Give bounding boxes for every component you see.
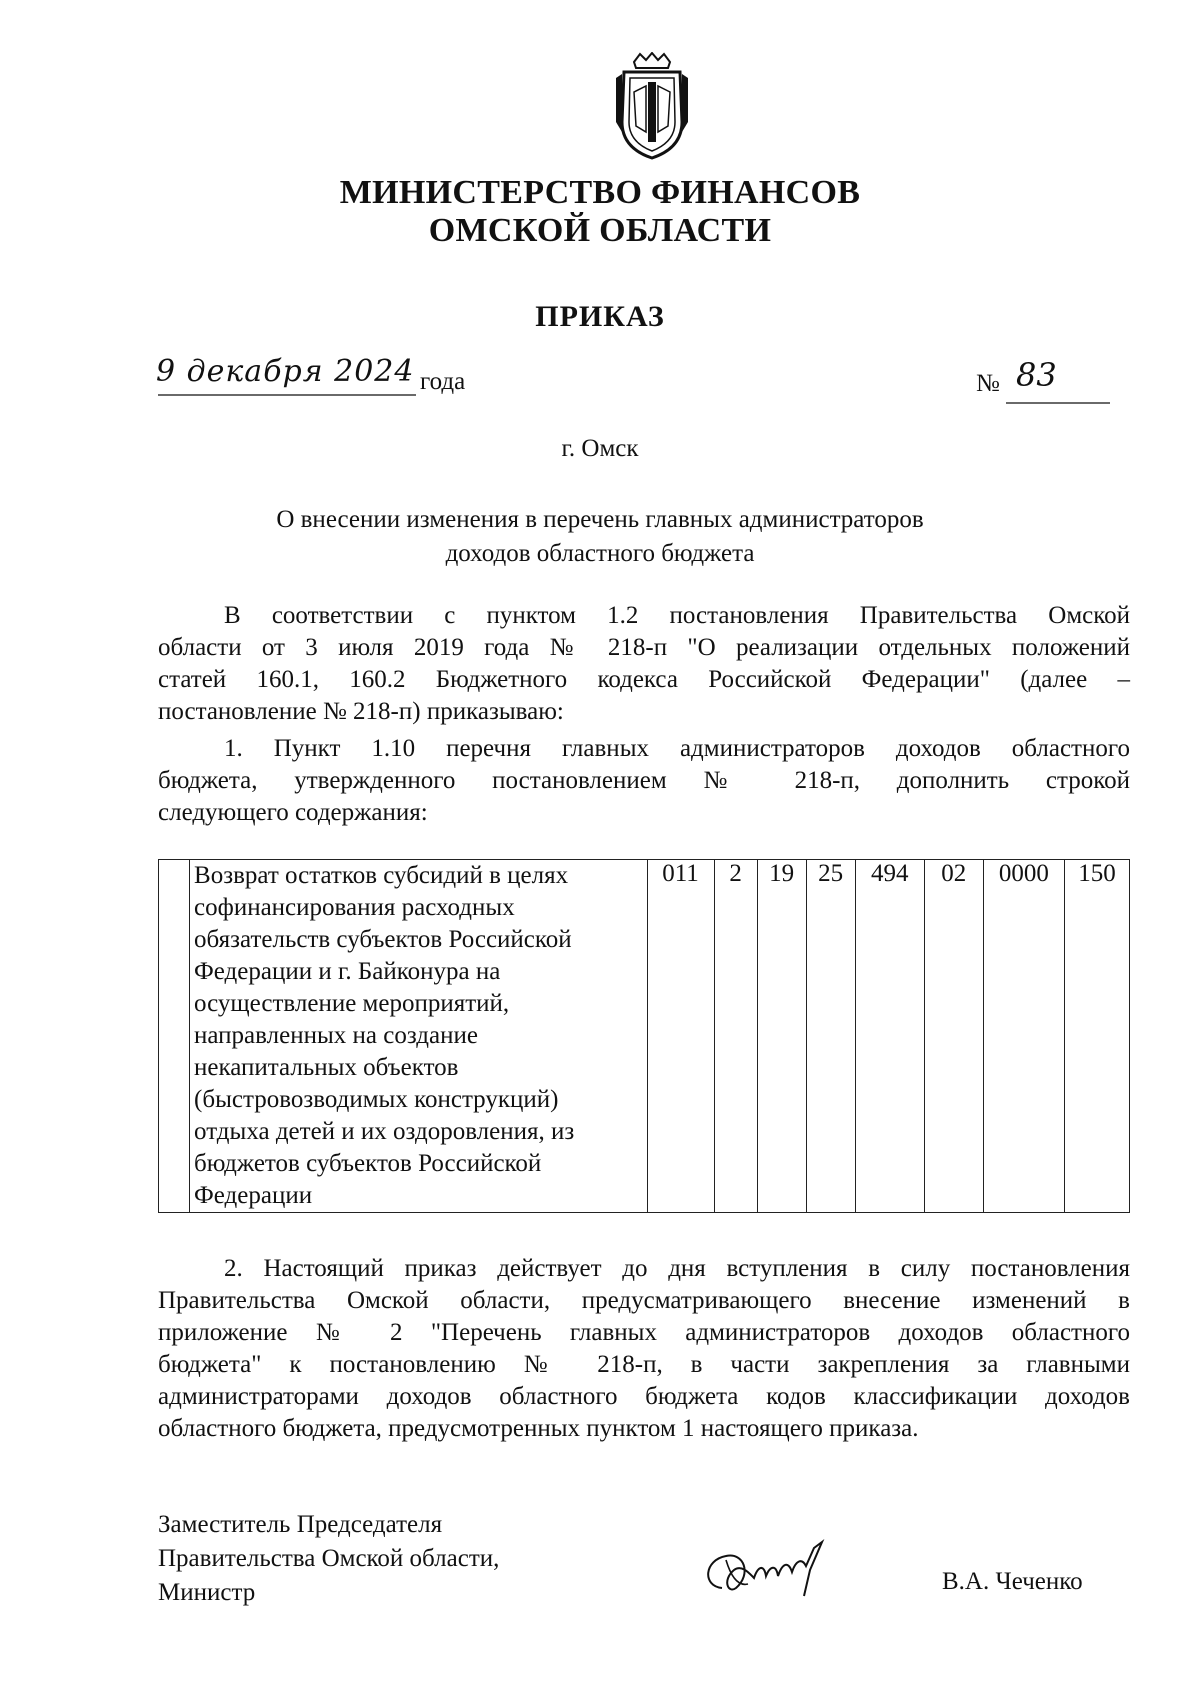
code-cell-subarticle: 494 (855, 860, 924, 1213)
code-cell-element: 02 (924, 860, 983, 1213)
signatory-title-line2: Правительства Омской области, (158, 1545, 500, 1572)
subject (0, 503, 1200, 571)
description-line: (быстровозводимых конструкций) (194, 1086, 559, 1113)
description-line: направленных на создание (194, 1022, 478, 1049)
coat-of-arms-emblem (612, 52, 692, 162)
document-type: ПРИКАЗ (535, 300, 665, 333)
description-line: софинансирования расходных (194, 894, 515, 921)
table-row (159, 860, 1130, 1213)
signatory-title-line1: Заместитель Председателя (158, 1511, 443, 1538)
income-table-row (158, 859, 1130, 1213)
description-line: Возврат остатков субсидий в целях (194, 862, 569, 889)
paragraph-item-1 (158, 733, 1130, 829)
table-cell-description (190, 860, 647, 1213)
description-line: Федерации и г. Байконура на (194, 958, 501, 985)
paragraph-line: Правительства Омской области, предусматривающего внесение изменений в (158, 1287, 1130, 1314)
subject-line1: О внесении изменения в перечень главных администраторов (276, 506, 924, 533)
subject-line2: доходов областного бюджета (445, 540, 755, 567)
code-cell-administrator: 011 (647, 860, 714, 1213)
code-cell-subgroup: 19 (757, 860, 806, 1213)
code-cell-article: 25 (806, 860, 855, 1213)
description-line: осуществление мероприятий, (194, 990, 510, 1017)
paragraph-preamble (158, 600, 1130, 728)
number-underline (1006, 400, 1110, 406)
description-line: Федерации (194, 1182, 313, 1209)
paragraph-line: В соответствии с пунктом 1.2 постановления Правительства Омской (224, 602, 1130, 629)
number-handwritten: 83 (1016, 356, 1057, 394)
paragraph-line: статей 160.1, 160.2 Бюджетного кодекса Российской Федерации" (далее – (158, 666, 1130, 693)
paragraph-item-2 (158, 1253, 1130, 1445)
paragraph-line: 1. Пункт 1.10 перечня главных администраторов доходов областного (224, 735, 1130, 762)
paragraph-line: областного бюджета, предусмотренных пунктом 1 настоящего приказа. (158, 1415, 919, 1442)
date-suffix: года (420, 368, 466, 395)
ministry-name-line2: ОМСКОЙ ОБЛАСТИ (428, 212, 772, 249)
description-line: обязательств субъектов Российской (194, 926, 572, 953)
city: г. Омск (561, 435, 639, 462)
paragraph-line: приложение № 2 "Перечень главных администраторов доходов областного (158, 1319, 1130, 1346)
ministry-name-line1: МИНИСТЕРСТВО ФИНАНСОВ (339, 174, 861, 211)
date-handwritten: 9 декабря 2024 (156, 354, 415, 389)
paragraph-line: области от 3 июля 2019 года № 218-п "О реализации отдельных положений (158, 634, 1130, 661)
table-cell-empty (159, 860, 190, 1213)
signatory-title (158, 1508, 499, 1610)
paragraph-line: 2. Настоящий приказ действует до дня вступления в силу постановления (224, 1255, 1130, 1282)
code-cell-group: 2 (714, 860, 757, 1213)
description-line: некапитальных объектов (194, 1054, 459, 1081)
handwritten-signature (692, 1530, 852, 1610)
signatory-name: В.А. Чеченко (942, 1568, 1083, 1595)
code-cell-economic: 150 (1064, 860, 1129, 1213)
code-cell-program: 0000 (983, 860, 1064, 1213)
paragraph-line: следующего содержания: (158, 799, 428, 826)
number-label: № (976, 370, 1000, 397)
paragraph-line: администраторами доходов областного бюджета кодов классификации доходов (158, 1383, 1130, 1410)
paragraph-line: бюджета" к постановлению № 218-п, в части закрепления за главными (158, 1351, 1130, 1378)
paragraph-line: бюджета, утвержденного постановлением № 218-п, дополнить строкой (158, 767, 1130, 794)
date-underline (158, 392, 416, 398)
description-line: отдыха детей и их оздоровления, из (194, 1118, 575, 1145)
signatory-title-line3: Министр (158, 1579, 256, 1606)
description-line: бюджетов субъектов Российской (194, 1150, 542, 1177)
paragraph-line: постановление № 218-п) приказываю: (158, 698, 564, 725)
